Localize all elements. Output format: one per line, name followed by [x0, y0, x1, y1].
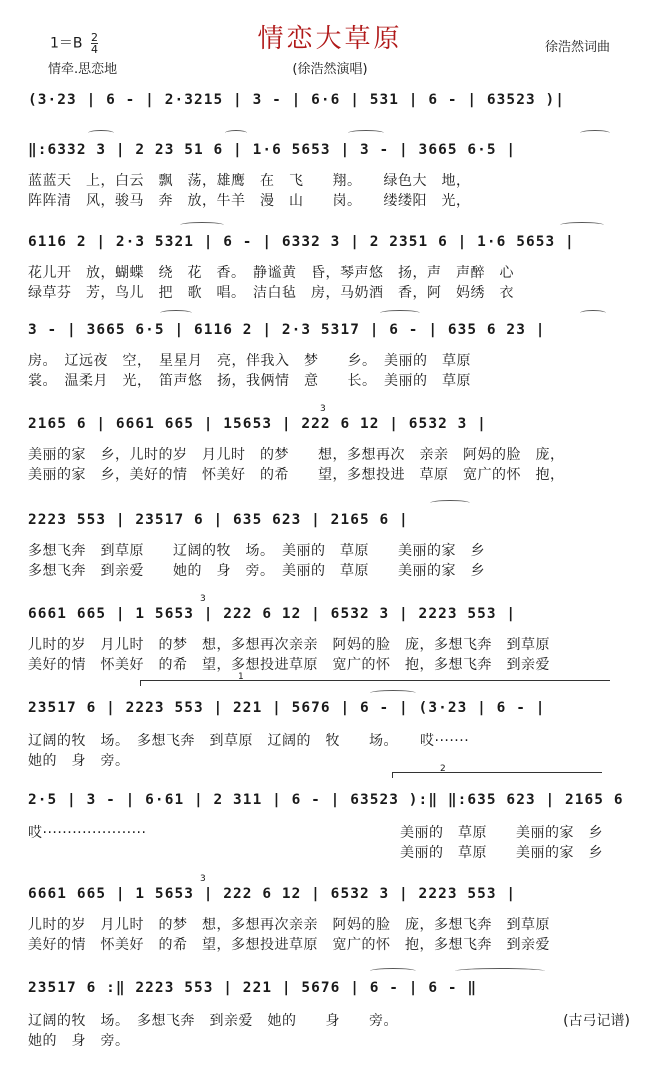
triplet-mark: 3	[320, 404, 326, 414]
section8-lyric-interjection: 哎·····················	[28, 825, 147, 841]
slur	[180, 222, 224, 228]
section2-notation: 6116 2 | 2·3 5321 | 6 - | 6332 3 | 2 2351 6 | 1·6 5653 |	[28, 234, 575, 250]
section3-lyric-verse2: 裳。 温柔月 光， 笛声悠 扬，我俩情 意 长。 美丽的 草原	[28, 373, 471, 389]
slur	[160, 310, 192, 316]
section8-notation: 2·5 | 3 - | 6·61 | 2 311 | 6 - | 63523 ):‖ ‖:635 623 | 2165 6	[28, 792, 624, 808]
intro-notation: (3·23 | 6 - | 2·3215 | 3 - | 6·6 | 531 | 6 - | 63523 )|	[28, 92, 566, 108]
slur	[348, 130, 384, 136]
composer-credit: 徐浩然词曲	[544, 40, 610, 55]
slur	[380, 310, 420, 316]
first-ending-bracket-edge	[140, 680, 141, 686]
key-label: 1＝B	[50, 35, 83, 52]
transcriber-credit: (古弓记谱)	[563, 1013, 630, 1029]
triplet-mark: 3	[200, 874, 206, 884]
section6-notation: 6661 665 | 1 5653 | 222 6 12 | 6532 3 | 2223 553 |	[28, 606, 517, 622]
slur	[370, 968, 416, 974]
section1-notation: ‖:6332 3 | 2 23 51 6 | 1·6 5653 | 3 - | 3665 6·5 |	[28, 142, 517, 158]
slur	[88, 130, 114, 136]
slur	[560, 222, 604, 228]
key-signature	[50, 32, 98, 55]
section5-lyric-verse1: 多想飞奔 到草原 辽阔的牧 场。 美丽的 草原 美丽的家 乡	[28, 543, 485, 559]
slur	[225, 130, 247, 136]
first-ending-bracket	[140, 680, 610, 681]
section8-lyric-verse1: 美丽的 草原 美丽的家 乡	[400, 825, 603, 841]
section8-lyric-verse2: 美丽的 草原 美丽的家 乡	[400, 845, 603, 861]
slur	[455, 968, 545, 974]
time-signature: $\frac{2}{4}$	[90, 31, 98, 56]
tempo-mood-marking: 情牵.思恋地	[48, 62, 118, 77]
song-title: 情恋大草原	[257, 24, 403, 54]
slur	[580, 310, 606, 316]
section4-notation: 2165 6 | 6661 665 | 15653 | 222 6 12 | 6532 3 |	[28, 416, 487, 432]
first-ending-number: 1	[238, 672, 244, 682]
section10-notation: 23517 6 :‖ 2223 553 | 221 | 5676 | 6 - | 6 - ‖	[28, 980, 478, 996]
slur	[430, 500, 470, 506]
slur	[580, 130, 610, 136]
section2-lyric-verse1: 花儿开 放，蝴蝶 绕 花 香。 静谧黄 昏，琴声悠 扬，声 声醉 心	[28, 265, 514, 281]
section1-lyric-verse1: 蓝蓝天 上，白云 飘 荡，雄鹰 在 飞 翔。 绿色大 地，	[28, 173, 471, 189]
section10-lyric-verse1: 辽阔的牧 场。 多想飞奔 到亲爱 她的 身 旁。	[28, 1013, 398, 1029]
triplet-mark: 3	[200, 594, 206, 604]
second-ending-bracket	[392, 772, 602, 773]
section7-lyric-verse1: 辽阔的牧 场。 多想飞奔 到草原 辽阔的 牧 场。 哎·······	[28, 733, 470, 749]
section5-lyric-verse2: 多想飞奔 到亲爱 她的 身 旁。 美丽的 草原 美丽的家 乡	[28, 563, 485, 579]
section3-lyric-verse1: 房。 辽远夜 空， 星星月 亮，伴我入 梦 乡。 美丽的 草原	[28, 353, 471, 369]
section3-notation: 3 - | 3665 6·5 | 6116 2 | 2·3 5317 | 6 - | 635 6 23 |	[28, 322, 546, 338]
section5-notation: 2223 553 | 23517 6 | 635 623 | 2165 6 |	[28, 512, 409, 528]
second-ending-bracket-edge	[392, 772, 393, 778]
section9-notation: 6661 665 | 1 5653 | 222 6 12 | 6532 3 | 2223 553 |	[28, 886, 517, 902]
section4-lyric-verse2: 美丽的家 乡，美好的情 怀美好 的希 望，多想投进 草原 宽广的怀 抱，	[28, 467, 565, 483]
section6-lyric-verse1: 儿时的岁 月儿时 的梦 想，多想再次亲亲 阿妈的脸 庞，多想飞奔 到草原	[28, 637, 550, 653]
section10-lyric-verse2: 她的 身 旁。	[28, 1033, 130, 1049]
section1-lyric-verse2: 阵阵清 风，骏马 奔 放，牛羊 漫 山 岗。 缕缕阳 光，	[28, 193, 471, 209]
section6-lyric-verse2: 美好的情 怀美好 的希 望，多想投进草原 宽广的怀 抱，多想飞奔 到亲爱	[28, 657, 550, 673]
section2-lyric-verse2: 绿草芬 芳，鸟儿 把 歌 唱。 洁白毡 房，马奶酒 香，阿 妈绣 衣	[28, 285, 514, 301]
section7-lyric-verse2: 她的 身 旁。	[28, 753, 130, 769]
section9-lyric-verse1: 儿时的岁 月儿时 的梦 想，多想再次亲亲 阿妈的脸 庞，多想飞奔 到草原	[28, 917, 550, 933]
section4-lyric-verse1: 美丽的家 乡，儿时的岁 月儿时 的梦 想，多想再次 亲亲 阿妈的脸 庞，	[28, 447, 565, 463]
singer-credit: (徐浩然演唱)	[292, 62, 368, 77]
section7-notation: 23517 6 | 2223 553 | 221 | 5676 | 6 - | (3·23 | 6 - |	[28, 700, 546, 716]
section9-lyric-verse2: 美好的情 怀美好 的希 望，多想投进草原 宽广的怀 抱，多想飞奔 到亲爱	[28, 937, 550, 953]
second-ending-number: 2	[440, 764, 446, 774]
slur	[370, 690, 416, 696]
